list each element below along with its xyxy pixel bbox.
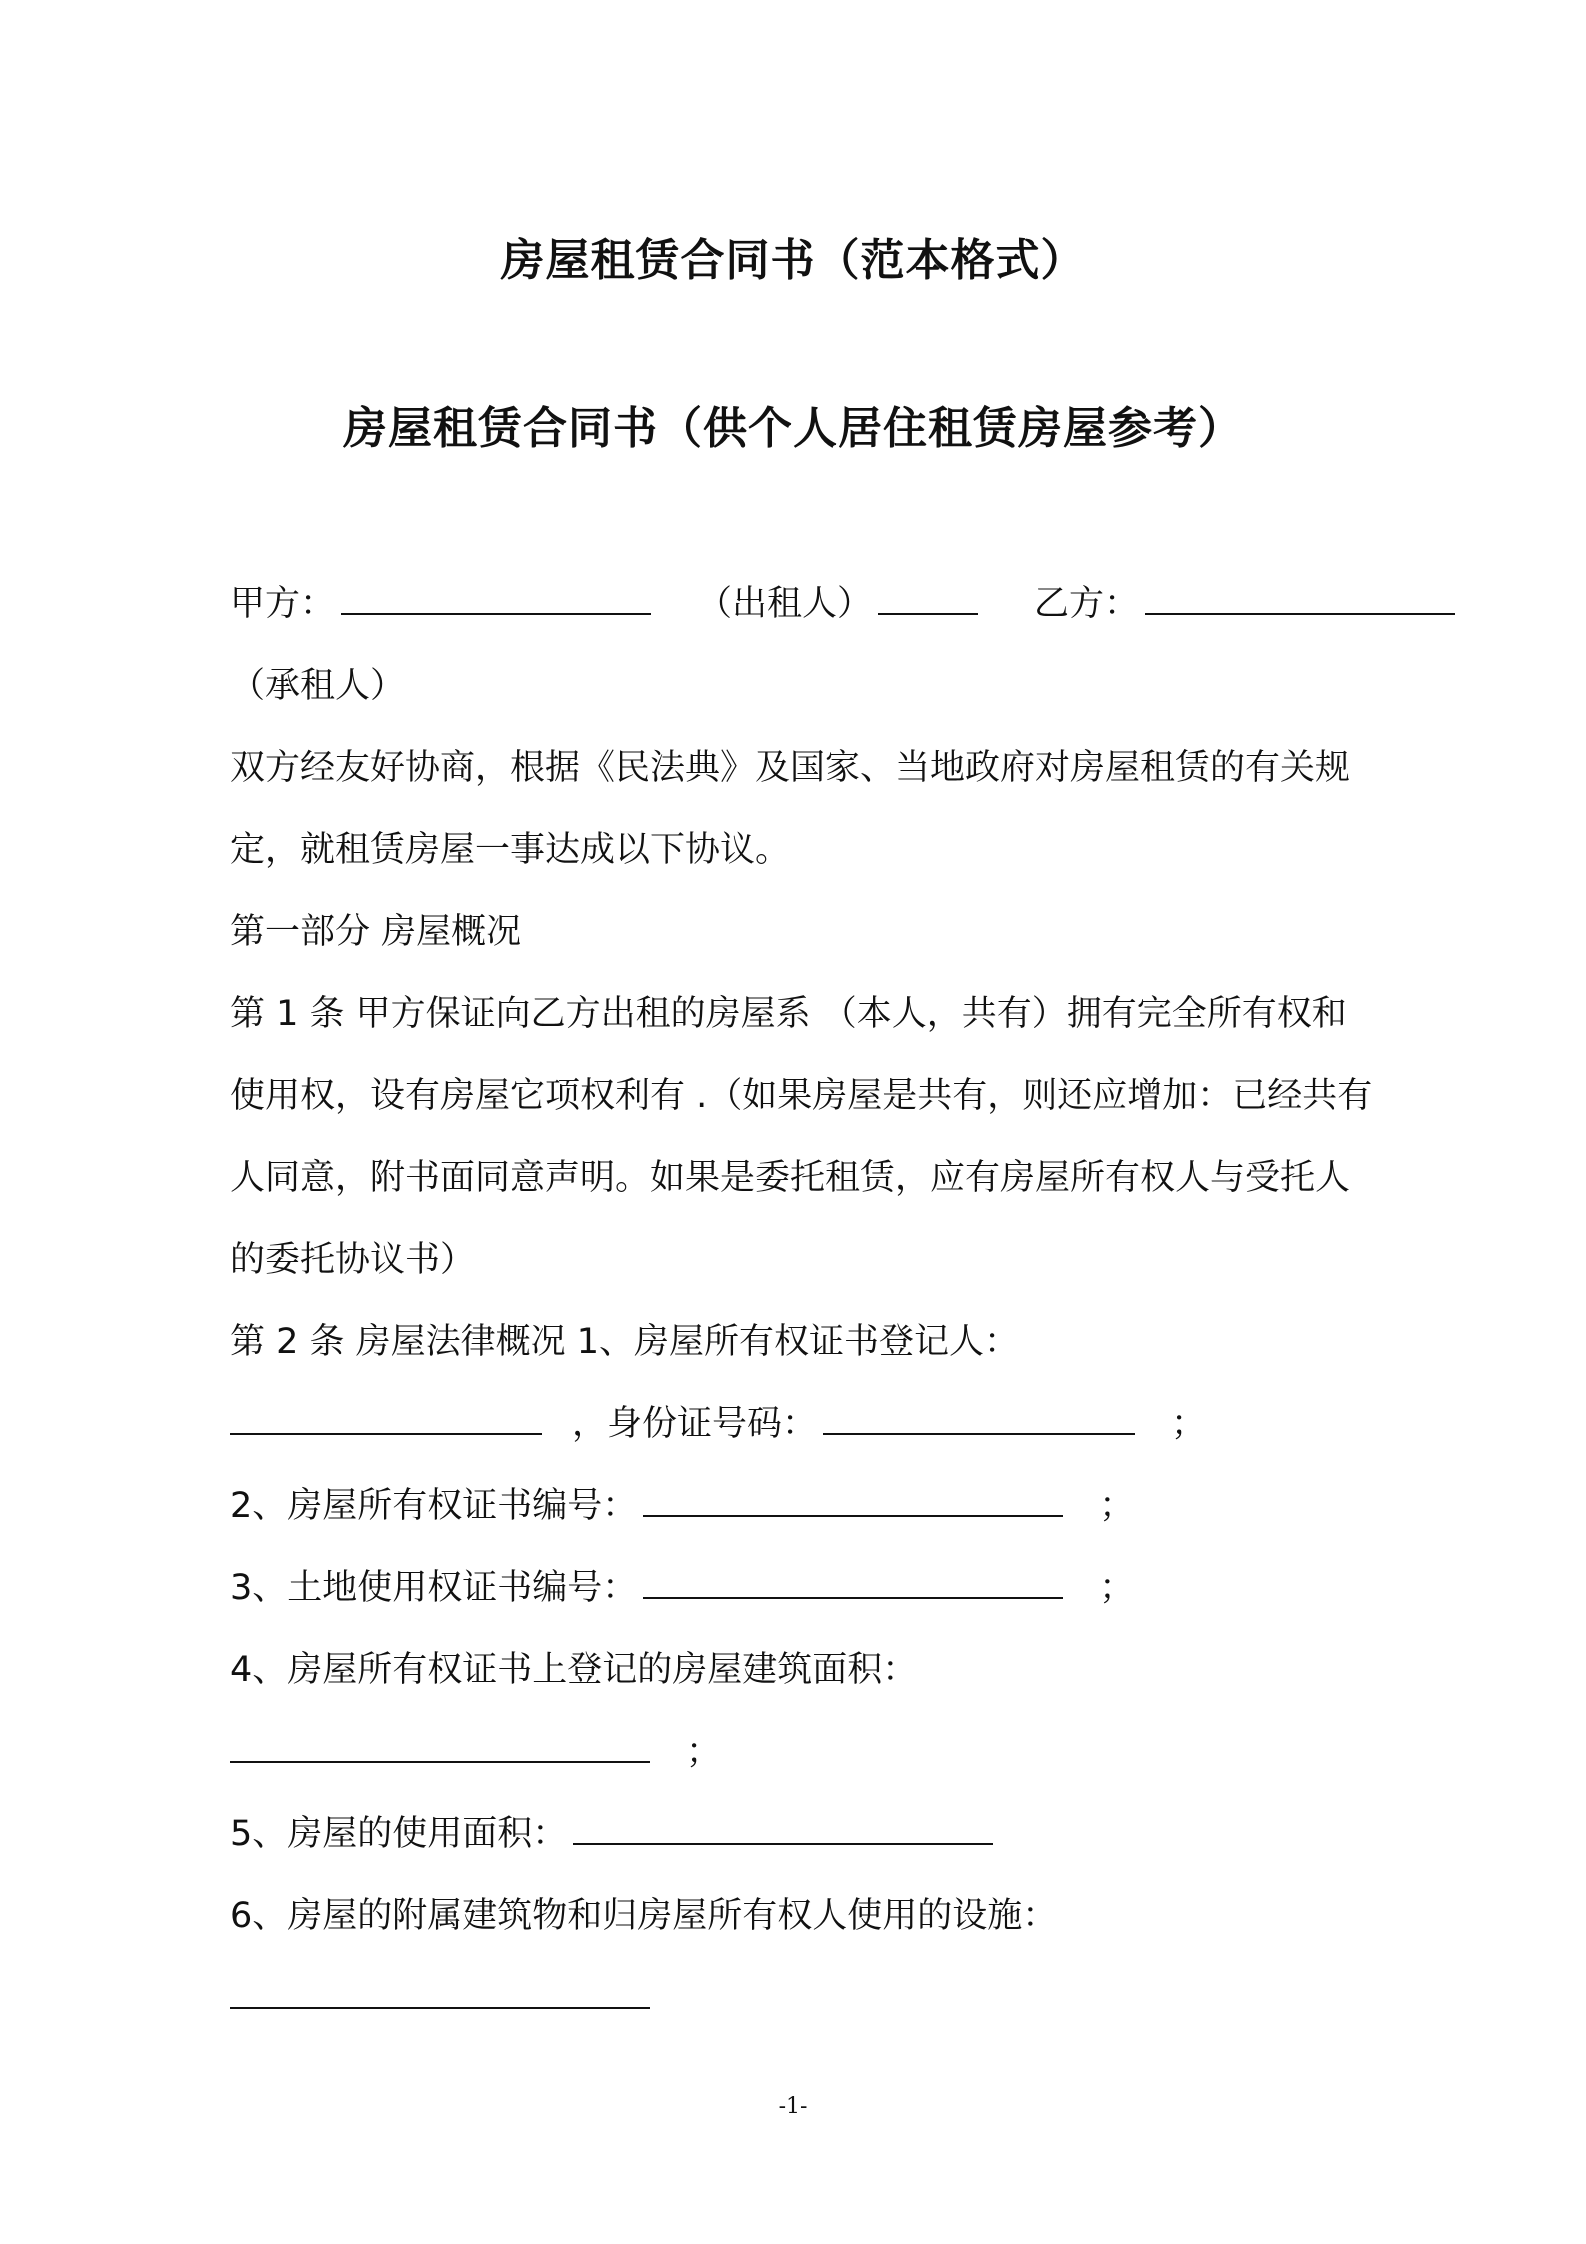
intro-line-2: 定，就租赁房屋一事达成以下协议。 <box>230 830 791 870</box>
lessor-blank <box>878 612 978 615</box>
document-subtitle: 房屋租赁合同书（供个人居住租赁房屋参考） <box>343 403 1243 454</box>
building-area-blank <box>230 1760 650 1763</box>
party-b-label: 乙方： <box>1034 584 1140 624</box>
party-b-blank <box>1145 612 1455 615</box>
registrant-blank <box>230 1432 542 1435</box>
registrant-line <box>230 1400 1450 1448</box>
land-certificate-blank <box>643 1596 1063 1599</box>
page-number: -1- <box>778 2094 808 2119</box>
semicolon: ； <box>1171 1404 1207 1444</box>
intro-line-1: 双方经友好协商，根据《民法典》及国家、当地政府对房屋租赁的有关规 <box>230 748 1351 788</box>
building-area-line <box>230 1728 1450 1776</box>
article1-line-4: 的委托协议书） <box>230 1240 476 1280</box>
semicolon: ； <box>1099 1486 1135 1526</box>
id-label: ，身份证号码： <box>572 1404 818 1444</box>
facilities-blank <box>230 2006 650 2009</box>
semicolon: ； <box>686 1732 722 1772</box>
parties-line <box>230 580 1450 628</box>
item3-label: 3、土地使用权证书编号： <box>230 1568 638 1608</box>
item5-line <box>230 1810 1450 1858</box>
document-title: 房屋租赁合同书（范本格式） <box>500 235 1086 286</box>
party-a-blank <box>341 612 651 615</box>
part1-heading: 第一部分 房屋概况 <box>230 912 522 952</box>
facilities-line <box>230 1974 1450 2022</box>
certificate-number-blank <box>643 1514 1063 1517</box>
article2-line-1: 第 2 条 房屋法律概况 1、房屋所有权证书登记人： <box>230 1322 1020 1362</box>
item4-line: 4、房屋所有权证书上登记的房屋建筑面积： <box>230 1650 918 1690</box>
article1-line-3: 人同意，附书面同意声明。如果是委托租赁，应有房屋所有权人与受托人 <box>230 1158 1351 1198</box>
item6-line: 6、房屋的附属建筑物和归房屋所有权人使用的设施： <box>230 1896 1058 1936</box>
party-a-label: 甲方： <box>230 584 336 624</box>
item3-line <box>230 1564 1450 1612</box>
lessee-line: （承租人） <box>230 666 406 706</box>
usable-area-blank <box>573 1842 993 1845</box>
item5-label: 5、房屋的使用面积： <box>230 1814 568 1854</box>
article1-line-1: 第 1 条 甲方保证向乙方出租的房屋系 （本人，共有）拥有完全所有权和 <box>230 994 1347 1034</box>
lessor-label: （出租人） <box>697 584 873 624</box>
item2-line <box>230 1482 1450 1530</box>
semicolon: ； <box>1099 1568 1135 1608</box>
article1-line-2: 使用权，设有房屋它项权利有 .（如果房屋是共有，则还应增加：已经共有 <box>230 1076 1373 1116</box>
id-number-blank <box>823 1432 1135 1435</box>
item2-label: 2、房屋所有权证书编号： <box>230 1486 638 1526</box>
